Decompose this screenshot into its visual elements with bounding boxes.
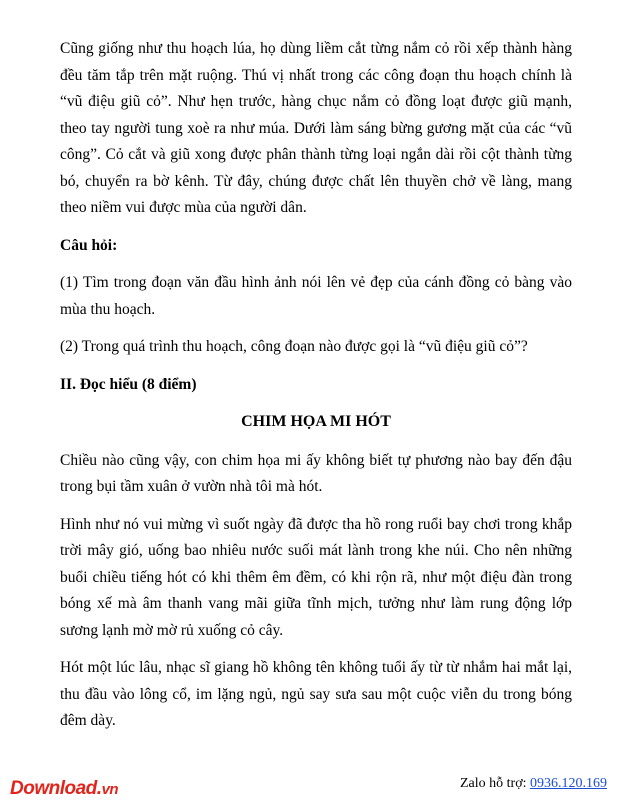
- download-logo[interactable]: [10, 778, 118, 800]
- question-2: (2) Trong quá trình thu hoạch, công đoạn nào được gọi là “vũ điệu giũ cỏ”?: [60, 338, 528, 355]
- logo-main-text: Download: [10, 778, 97, 799]
- page-footer: [0, 770, 621, 800]
- intro-paragraph: Cũng giống như thu hoạch lúa, họ dùng liềm cắt từng nắm cỏ rồi xếp thành hàng đều tăm tắp trên mặt ruộng. Thú vị nhất trong các công đoạn thu hoạch chính là “vũ điệu giũ cỏ”. Như hẹn trước, hàng chục nắm cỏ đồng loạt được giũ mạnh, theo tay người tung xoè ra như múa. Dưới làm sáng bừng gương mặt của các “vũ công”. Cỏ cắt và giũ xong được phân thành từng loại ngắn dài rồi cột thành từng bó, chuyển ra bờ kênh. Từ đây, chúng được chất lên thuyền chở về làng, mang theo niềm vui được mùa của người dân.: [60, 40, 572, 216]
- document-body: [60, 36, 572, 746]
- story-paragraph-1: Chiều nào cũng vậy, con chim họa mi ấy không biết tự phương nào bay đến đậu trong bụi tầm xuân ở vườn nhà tôi mà hót.: [60, 451, 572, 495]
- logo-dot: .: [96, 778, 102, 799]
- zalo-support: [460, 776, 607, 792]
- questions-heading: Câu hỏi:: [60, 236, 118, 254]
- zalo-label: Zalo hỗ trợ:: [460, 776, 530, 791]
- story-title: CHIM HỌA MI HÓT: [241, 413, 391, 430]
- story-paragraph-2: Hình như nó vui mừng vì suốt ngày đã được tha hồ rong ruổi bay chơi trong khắp trời mây gió, uống bao nhiêu nước suối mát lành trong khe núi. Cho nên những buổi chiều tiếng hót có khi thêm êm đềm, có khi rộn rã, như một điệu đàn trong bóng xế mà âm thanh vang mãi giữa tĩnh mịch, tưởng như làm rung động lớp sương lạnh mờ mờ rủ xuống cỏ cây.: [60, 515, 572, 639]
- logo-tld: vn: [101, 781, 119, 798]
- zalo-phone-link[interactable]: 0936.120.169: [530, 776, 607, 791]
- section-heading: II. Đọc hiểu (8 điểm): [60, 375, 197, 393]
- story-paragraph-3: Hót một lúc lâu, nhạc sĩ giang hồ không tên không tuổi ấy từ từ nhắm hai mắt lại, thu đầu vào lông cổ, im lặng ngủ, ngủ say sưa sau một cuộc viễn du trong bóng đêm dày.: [60, 659, 572, 729]
- question-1: (1) Tìm trong đoạn văn đầu hình ảnh nói lên vẻ đẹp của cánh đồng cỏ bàng vào mùa thu hoạch.: [60, 274, 572, 318]
